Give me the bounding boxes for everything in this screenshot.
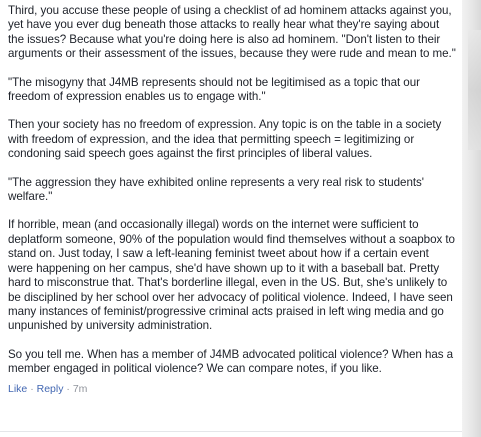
like-link[interactable]: Like — [8, 382, 28, 395]
separator-dot: · — [66, 382, 70, 395]
comment-actions — [8, 383, 456, 396]
comment-paragraph-3: Then your society has no freedom of expression. Any topic is on the table in a society with freedom of expression, and the idea that permitting speech = legitimizing or condoning said speech goes against the first principles of liberal values. — [8, 118, 442, 161]
side-panel-shade — [468, 30, 481, 150]
reply-link[interactable]: Reply — [36, 382, 64, 395]
side-panel-edge — [462, 0, 481, 437]
comment-paragraph-5: If horrible, mean (and occasionally illegal) words on the internet were sufficient to deplatform someone, 90% of the population would find themselves without a soapbox to stand on. Just today, I saw a left-leaning feminist tweet about how if a certain event were happening on her campus, she'd have shown up to it with a baseball bat. Pretty hard to misconstrue that. That's borderline illegal, even in the US. But, she's unlikely to be disciplined by her school over her advocacy of political violence. Indeed, I have seen many instances of feminist/progressive criminal acts praised in left wing media and go unpunished by university administration. — [8, 218, 455, 333]
comment-paragraph-2: "The misogyny that J4MB represents should not be legitimised as a topic that our freedom of expression enables us to engage with." — [8, 75, 420, 104]
comment-paragraph-1: Third, you accuse these people of using a checklist of ad hominem attacks against you, yet have you ever dug beneath those attacks to really hear what they're saying about the issues? Because what you're doing here is also ad hominem. "Don't listen to their arguments or their assessment of the issues, because they were rude and mean to me." — [8, 4, 456, 61]
comment-timestamp[interactable]: 7m — [72, 382, 88, 395]
comment-paragraph-6: So you tell me. When has a member of J4MB advocated political violence? When has a member engaged in political violence? We can compare notes, if you like. — [8, 347, 454, 376]
bottom-divider — [0, 431, 462, 432]
comment-paragraph-4: "The aggression they have exhibited online represents a very real risk to students' welfare." — [8, 175, 424, 204]
separator-dot: · — [30, 382, 34, 395]
